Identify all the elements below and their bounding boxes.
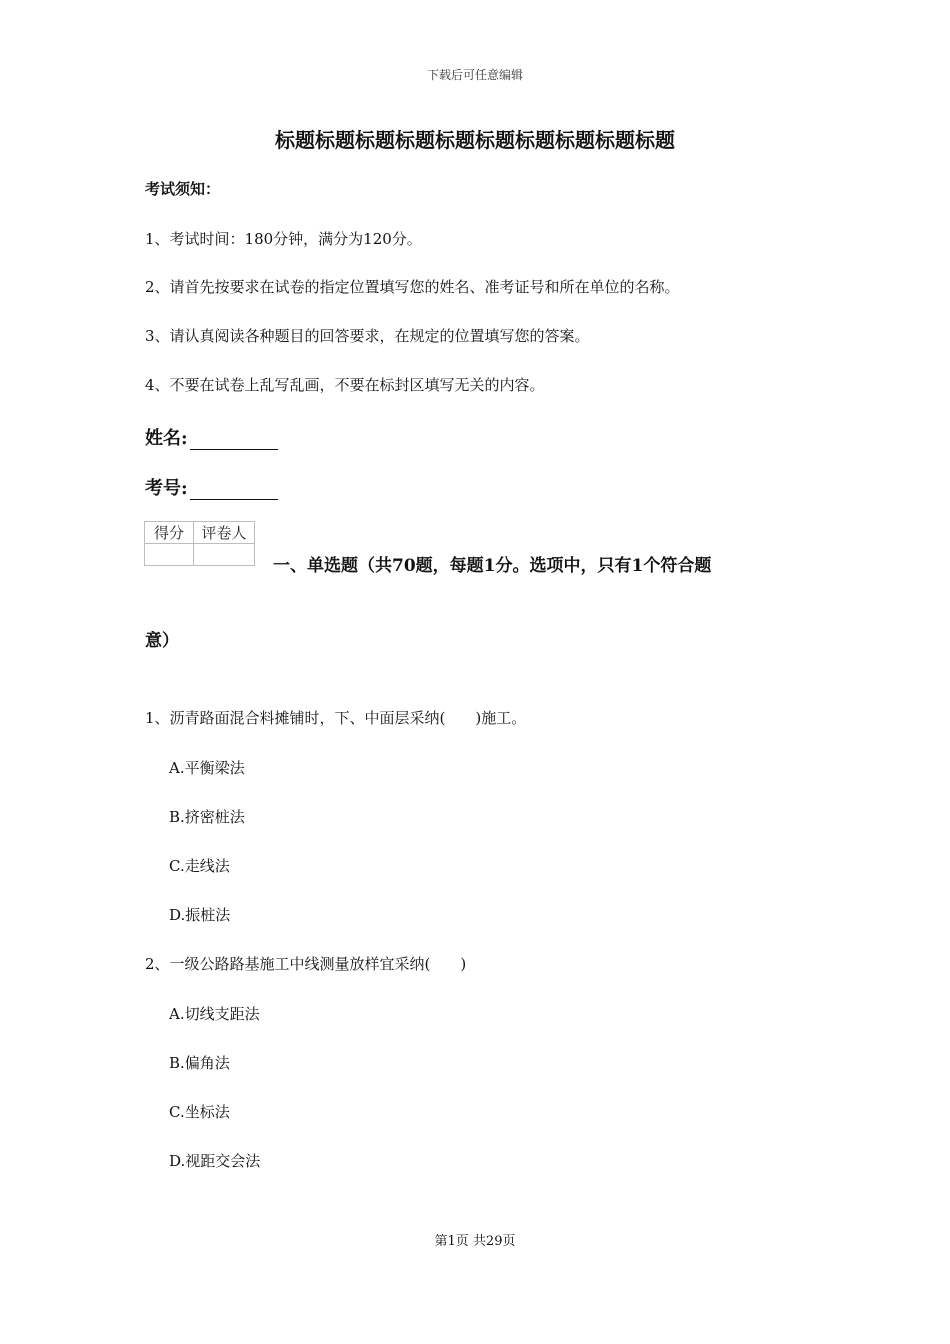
option-item: C.坐标法 — [169, 1103, 230, 1121]
notice-heading: 考试须知： — [145, 180, 221, 198]
section-title-line2: 意） — [145, 631, 179, 651]
option-item: B.偏角法 — [169, 1054, 230, 1072]
score-table — [144, 521, 255, 566]
name-blank-line[interactable] — [190, 429, 278, 450]
exam-id-blank-line[interactable] — [190, 479, 278, 500]
notice-item: 2、请首先按要求在试卷的指定位置填写您的姓名、准考证号和所在单位的名称。 — [145, 278, 680, 296]
notice-item: 1、考试时间：180分钟，满分为120分。 — [145, 230, 422, 248]
exam-id-field — [145, 474, 278, 500]
document-title: 标题标题标题标题标题标题标题标题标题标题 — [275, 128, 675, 152]
name-label: 姓名: — [145, 428, 188, 449]
section-title-line1: 一、单选题（共70题，每题1分。选项中，只有1个符合题 — [273, 556, 712, 576]
option-item: A.切线支距法 — [169, 1005, 260, 1023]
option-item: A.平衡梁法 — [169, 759, 245, 777]
exam-id-label: 考号: — [145, 478, 188, 499]
header-note: 下载后可任意编辑 — [426, 68, 523, 82]
option-item: D.视距交会法 — [169, 1152, 261, 1170]
name-field — [145, 424, 278, 450]
score-header: 得分 — [145, 522, 194, 544]
score-cell — [145, 544, 194, 566]
option-item: B.挤密桩法 — [169, 808, 245, 826]
question-text: 1、沥青路面混合料摊铺时，下、中面层采纳( )施工。 — [145, 709, 527, 727]
question-text: 2、一级公路路基施工中线测量放样宜采纳( ) — [145, 955, 467, 973]
grader-cell — [194, 544, 255, 566]
grader-header: 评卷人 — [194, 522, 255, 544]
notice-item: 4、不要在试卷上乱写乱画，不要在标封区填写无关的内容。 — [145, 376, 545, 394]
option-item: D.振桩法 — [169, 906, 231, 924]
option-item: C.走线法 — [169, 857, 230, 875]
page-footer: 第1页 共29页 — [434, 1234, 516, 1249]
notice-item: 3、请认真阅读各种题目的回答要求，在规定的位置填写您的答案。 — [145, 327, 590, 345]
